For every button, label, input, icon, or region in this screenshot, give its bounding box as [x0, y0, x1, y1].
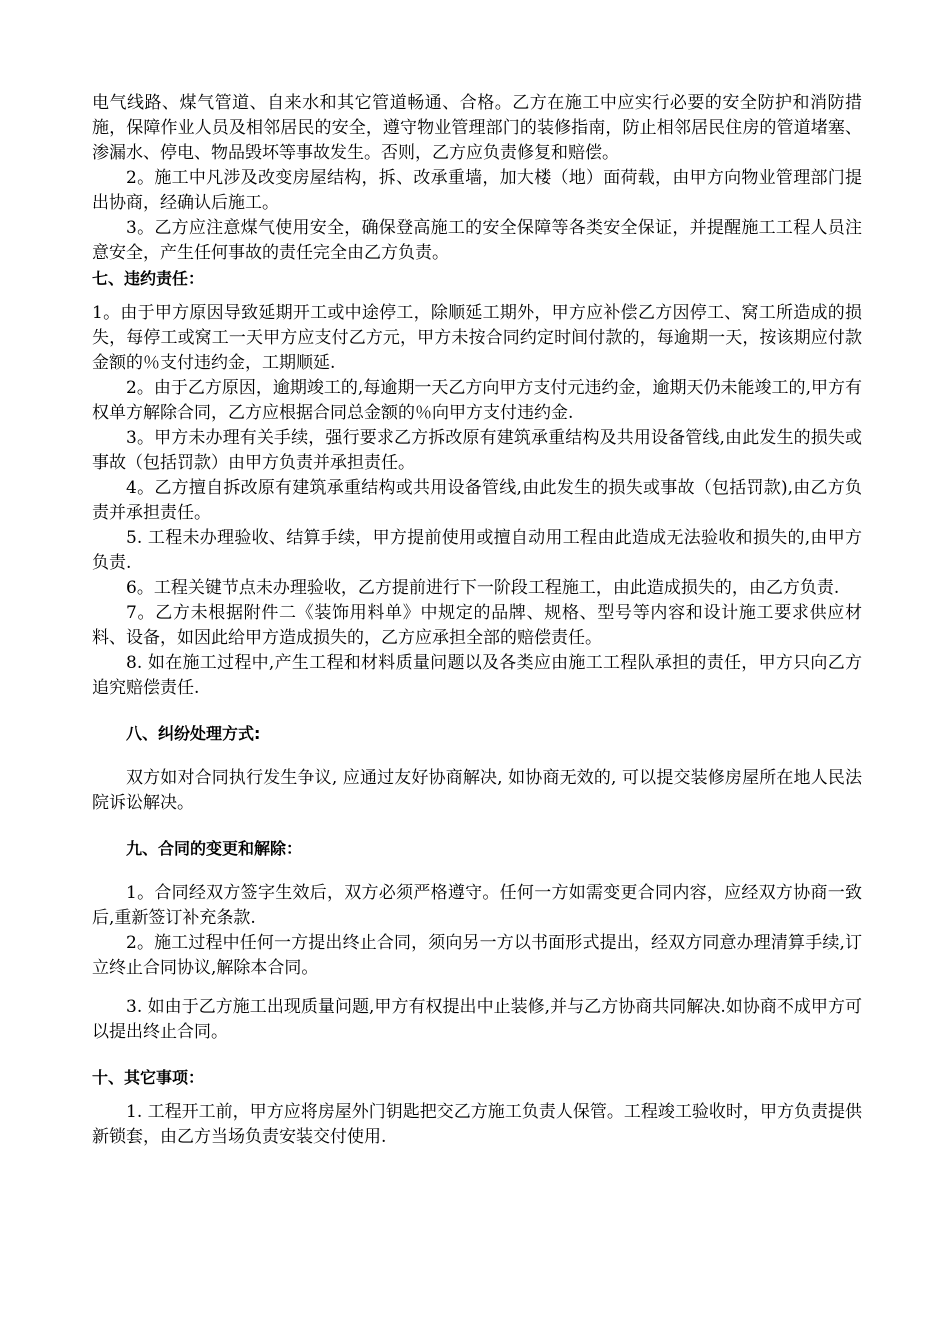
paragraph-breach-2: 2。由于乙方原因，逾期竣工的,每逾期一天乙方向甲方支付元违约金，逾期天仍未能竣工的,甲方有权单方解除合同，乙方应根据合同总金额的％向甲方支付违约金.	[92, 378, 862, 423]
paragraph-change-1: 1。合同经双方签字生效后，双方必须严格遵守。任何一方如需变更合同内容，应经双方协商一致后,重新签订补充条款.	[92, 883, 862, 928]
paragraph-breach-6: 6。工程关键节点未办理验收，乙方提前进行下一阶段工程施工，由此造成损失的，由乙方负责.	[126, 578, 840, 598]
heading-dispute-resolution: 八、纠纷处理方式:	[126, 724, 261, 743]
heading-contract-change: 九、合同的变更和解除：	[126, 839, 303, 858]
paragraph-breach-4: 4。乙方擅自拆改原有建筑承重结构或共用设备管线,由此发生的损失或事故（包括罚款),由乙方负责并承担责任。	[92, 478, 862, 523]
paragraph-breach-1: 1。由于甲方原因导致延期开工或中途停工，除顺延工期外，甲方应补偿乙方因停工、窝工所造成的损失，每停工或窝工一天甲方应支付乙方元，甲方未按合同约定时间付款的，每逾期一天，按该期应付款金额的％支付违约金，工期顺延.	[92, 303, 862, 373]
paragraph-change-2: 2。施工过程中任何一方提出终止合同，须向另一方以书面形式提出，经双方同意办理清算手续,订立终止合同协议,解除本合同。	[92, 933, 862, 978]
paragraph-breach-7: 7。乙方未根据附件二《装饰用料单》中规定的品牌、规格、型号等内容和设计施工要求供应材料、设备，如因此给甲方造成损失的，乙方应承担全部的赔偿责任。	[92, 603, 862, 648]
paragraph-breach-3: 3。甲方未办理有关手续，强行要求乙方拆改原有建筑承重结构及共用设备管线,由此发生的损失或事故（包括罚款）由甲方负责并承担责任。	[92, 428, 862, 473]
paragraph-breach-8: 8. 如在施工过程中,产生工程和材料质量问题以及各类应由施工工程队承担的责任，甲方只向乙方追究赔偿责任.	[92, 653, 862, 698]
paragraph-dispute: 双方如对合同执行发生争议, 应通过友好协商解决, 如协商无效的, 可以提交装修房屋所在地人民法院诉讼解决。	[92, 768, 862, 813]
paragraph-other-1: 1. 工程开工前，甲方应将房屋外门钥匙把交乙方施工负责人保管。工程竣工验收时，甲方负责提供新锁套，由乙方当场负责安装交付使用.	[92, 1102, 862, 1147]
paragraph-gas-safety: 3。乙方应注意煤气使用安全，确保登高施工的安全保障等各类安全保证，并提醒施工工程人员注意安全，产生任何事故的责任完全由乙方负责。	[92, 218, 862, 263]
heading-other-matters: 十、其它事项：	[92, 1068, 205, 1087]
paragraph-breach-5: 5. 工程未办理验收、结算手续，甲方提前使用或擅自动用工程由此造成无法验收和损失的,由甲方负责.	[92, 528, 862, 573]
document-body	[92, 91, 862, 1150]
paragraph-safety-continuation: 电气线路、煤气管道、自来水和其它管道畅通、合格。乙方在施工中应实行必要的安全防护和消防措施，保障作业人员及相邻居民的安全，遵守物业管理部门的装修指南，防止相邻居民住房的管道堵塞、渗漏水、停电、物品毁坏等事故发生。否则，乙方应负责修复和赔偿。	[92, 93, 862, 163]
heading-breach-liability: 七、违约责任：	[92, 269, 205, 288]
paragraph-change-3: 3. 如由于乙方施工出现质量问题,甲方有权提出中止装修,并与乙方协商共同解决.如协商不成甲方可以提出终止合同。	[92, 997, 862, 1042]
paragraph-structure-change: 2。施工中凡涉及改变房屋结构，拆、改承重墙，加大楼（地）面荷载，由甲方向物业管理部门提出协商，经确认后施工。	[92, 168, 862, 213]
